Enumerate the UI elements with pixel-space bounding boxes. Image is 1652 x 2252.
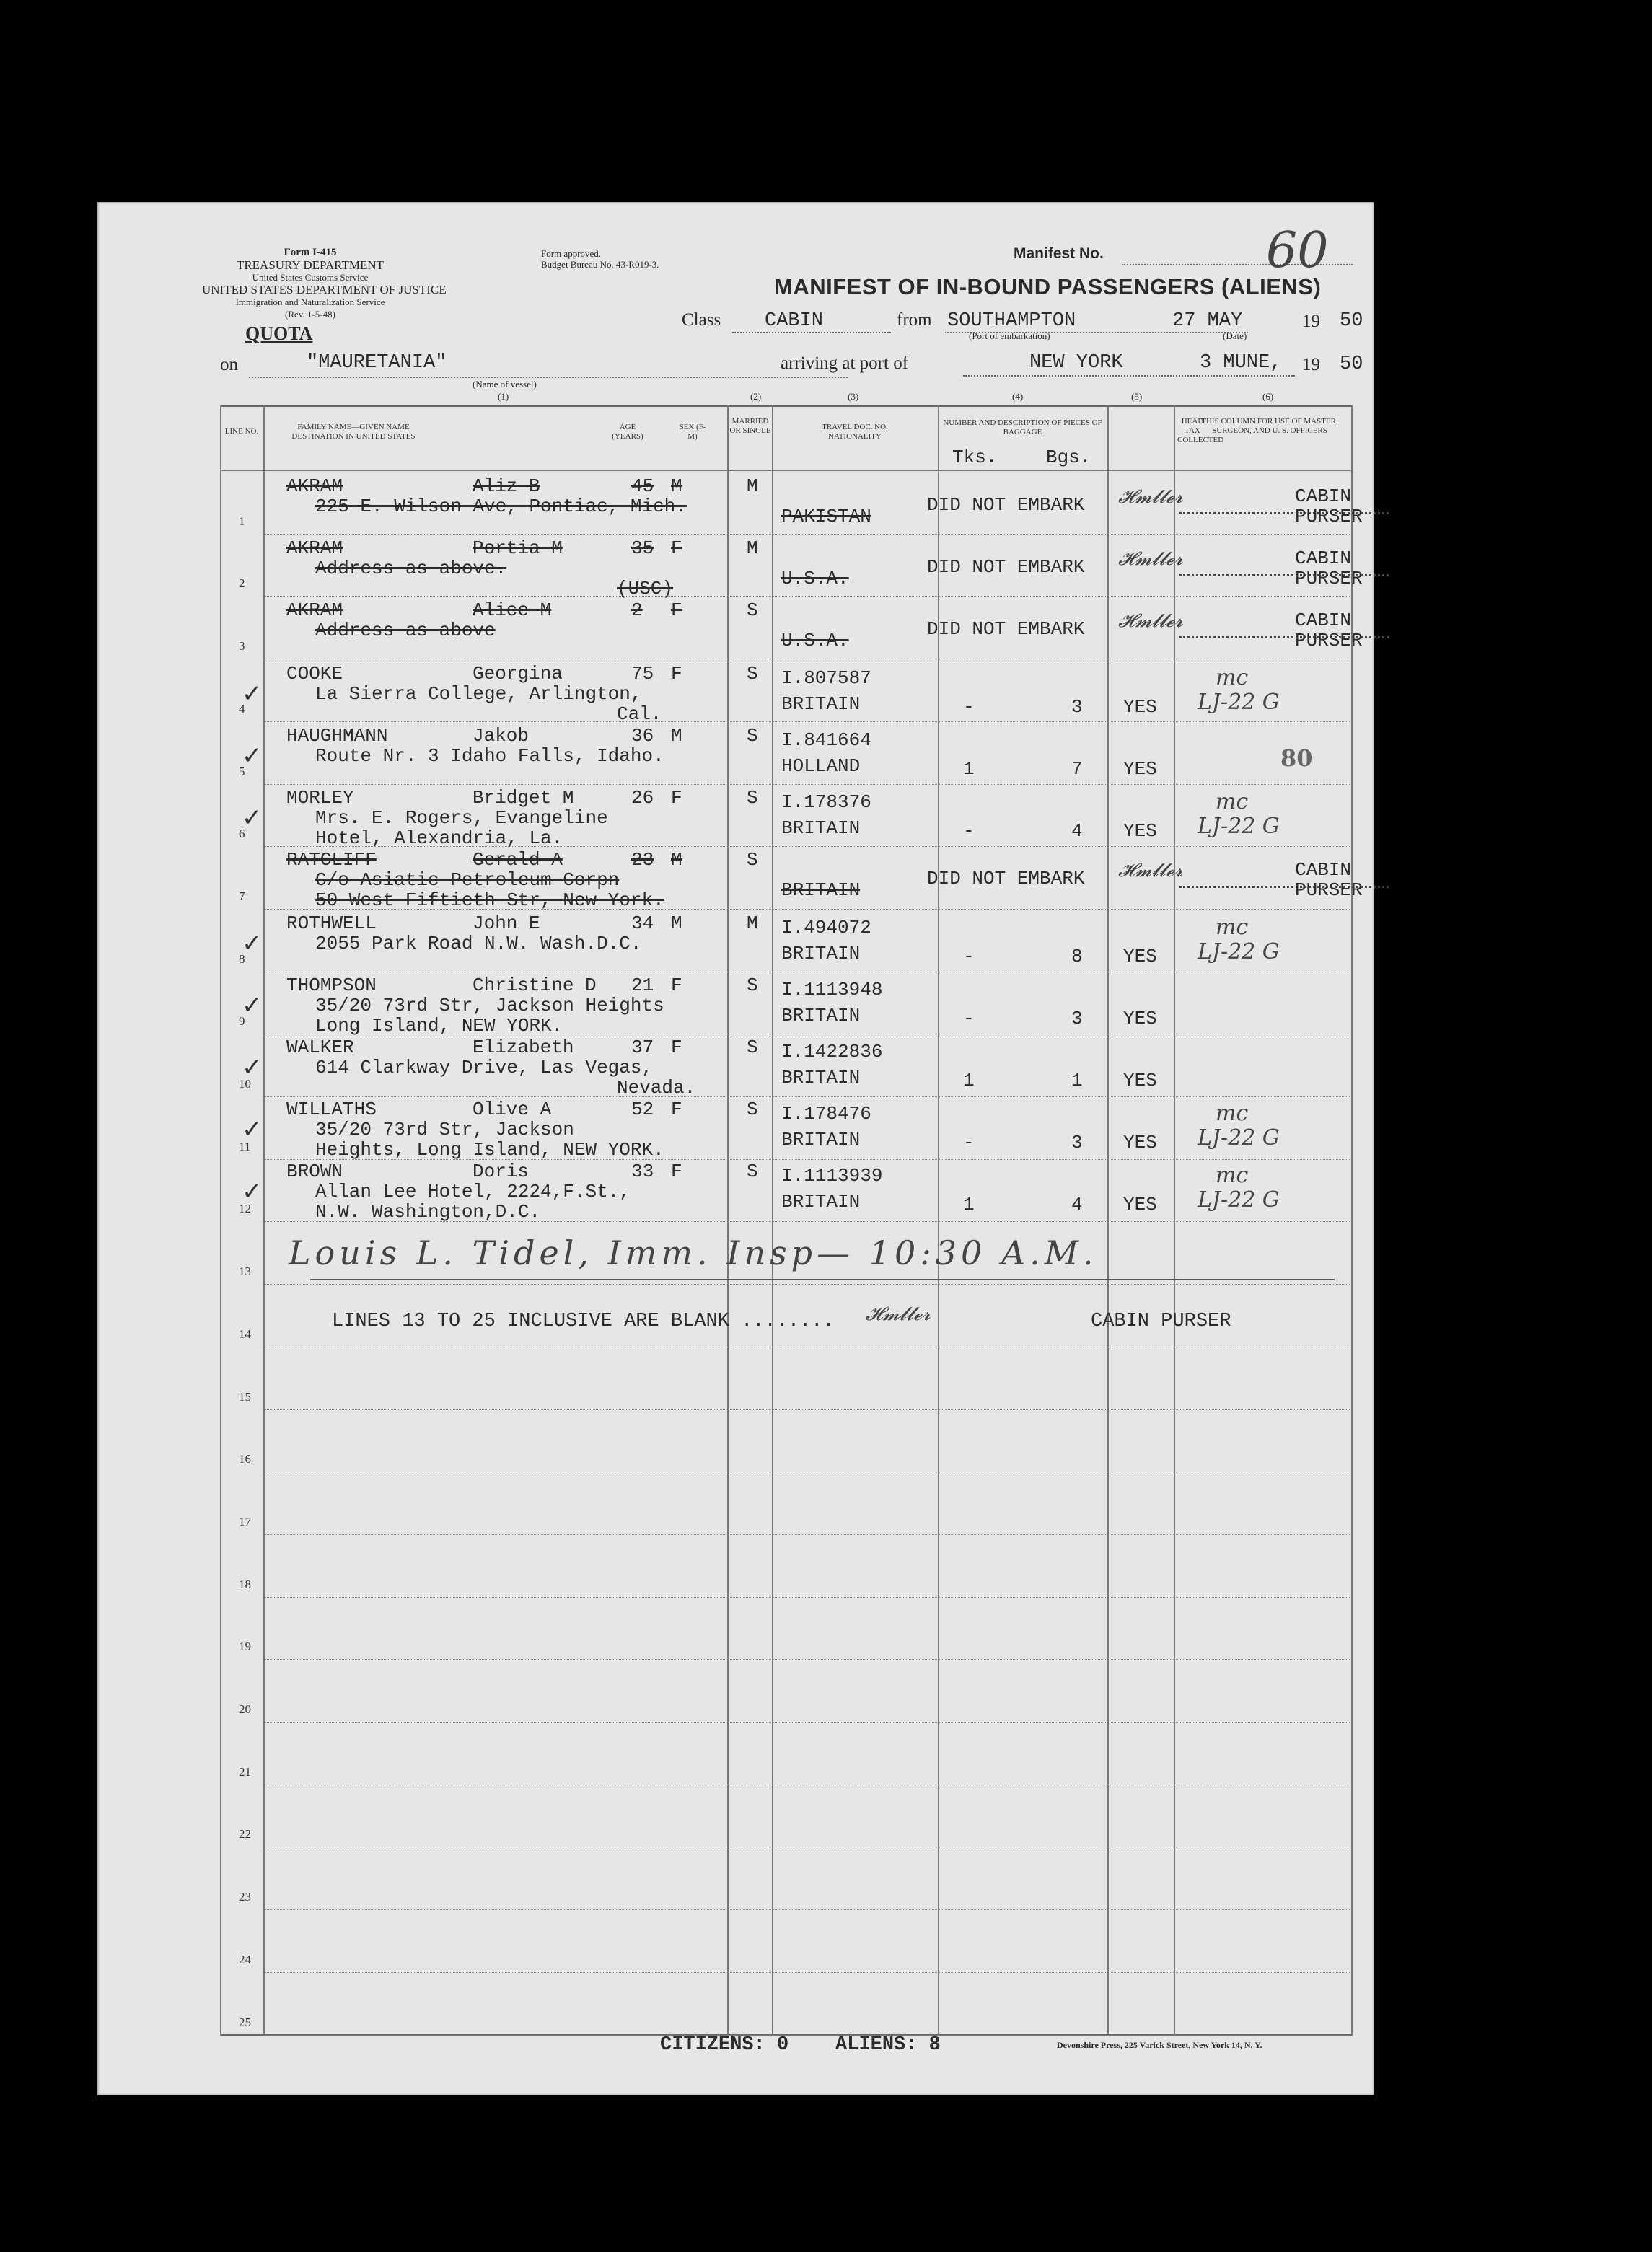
line-number: 13 bbox=[239, 1264, 251, 1279]
line-number: 10 bbox=[239, 1077, 251, 1091]
line-number: 23 bbox=[239, 1890, 251, 1904]
passenger-age: 2 bbox=[631, 599, 643, 621]
nationality: HOLLAND bbox=[781, 755, 861, 777]
officer-remark: mc bbox=[1216, 1101, 1249, 1126]
passenger-address-1: 225 E. Wilson Ave, Pontiac, Mich. bbox=[315, 496, 687, 517]
head-tax-collected: YES bbox=[1123, 758, 1157, 780]
nationality: BRITAIN bbox=[781, 1129, 861, 1151]
baggage-bags: 3 bbox=[1071, 1132, 1083, 1153]
passenger-address-2: Nevada. bbox=[617, 1077, 696, 1099]
line-number: 9 bbox=[239, 1014, 245, 1029]
blank-lines-text: LINES 13 TO 25 INCLUSIVE ARE BLANK bbox=[332, 1311, 729, 1332]
passenger-address-1: 2055 Park Road N.W. Wash.D.C. bbox=[315, 933, 642, 954]
col-head-baggage: NUMBER AND DESCRIPTION OF PIECES OF BAGGAGE bbox=[943, 418, 1102, 436]
checkmark-icon: ✓ bbox=[242, 804, 263, 832]
nationality: U.S.A. bbox=[781, 630, 849, 651]
officer-remark-code: LJ-22 G bbox=[1198, 690, 1280, 715]
passenger-given-name: Gerald A bbox=[473, 849, 563, 871]
officer-remark-code: LJ-22 G bbox=[1198, 939, 1280, 964]
passenger-address-1: 35/20 73rd Str, Jackson bbox=[315, 1119, 574, 1140]
row-guide-line bbox=[265, 1534, 1350, 1535]
baggage-bags: 1 bbox=[1071, 1070, 1083, 1091]
passenger-given-name: John E bbox=[473, 912, 540, 934]
col-head-head-tax: HEAD TAX COLLECTED bbox=[1177, 417, 1224, 444]
port-embark-sub: (Port of embarkation) bbox=[969, 330, 1050, 341]
passenger-address-2: N.W. Washington,D.C. bbox=[315, 1201, 541, 1223]
checkmark-icon: ✓ bbox=[242, 679, 263, 708]
nationality: PAKISTAN bbox=[781, 506, 871, 527]
passenger-given-name: Christine D bbox=[473, 975, 597, 996]
baggage-bags: 4 bbox=[1071, 820, 1083, 842]
officer-remark-code: LJ-22 G bbox=[1198, 1187, 1280, 1213]
citizens-count: 0 bbox=[777, 2034, 789, 2056]
col-head-married: MARRIED OR SINGLE bbox=[729, 417, 771, 435]
printer-imprint: Devonshire Press, 225 Varick Street, New York 14, N. Y. bbox=[1057, 2040, 1262, 2050]
manifest-number: 60 bbox=[1266, 222, 1329, 279]
aliens-label: ALIENS: bbox=[835, 2034, 918, 2056]
baggage-trunks: - bbox=[963, 696, 975, 718]
head-tax-collected: YES bbox=[1123, 1132, 1157, 1153]
line-number: 17 bbox=[239, 1514, 251, 1529]
row-guide-line bbox=[265, 1659, 1350, 1660]
class-label: Class bbox=[682, 310, 721, 330]
not-embarked-status: DID NOT EMBARK bbox=[927, 494, 1085, 516]
blank-lines-dots: ........ bbox=[741, 1311, 835, 1332]
tks-label: Tks. bbox=[952, 447, 998, 468]
baggage-trunks: - bbox=[963, 820, 975, 842]
col-head-sex: SEX (F-M) bbox=[679, 423, 706, 441]
checkmark-icon: ✓ bbox=[242, 929, 263, 958]
passenger-given-name: Georgina bbox=[473, 663, 563, 685]
officer-remark-code: LJ-22 G bbox=[1198, 1125, 1280, 1151]
passenger-family-name: RATCLIFF bbox=[286, 849, 377, 871]
passenger-given-name: Portia M bbox=[473, 537, 563, 559]
passenger-family-name: WILLATHS bbox=[286, 1099, 377, 1120]
col-num-4: (4) bbox=[1012, 391, 1024, 402]
baggage-trunks: - bbox=[963, 1008, 975, 1029]
manifest-page bbox=[97, 202, 1374, 2095]
passenger-age: 26 bbox=[631, 787, 654, 809]
baggage-bags: 8 bbox=[1071, 946, 1083, 967]
passenger-age: 36 bbox=[631, 725, 654, 747]
checkmark-icon: ✓ bbox=[242, 1053, 263, 1082]
passenger-given-name: Doris bbox=[473, 1161, 530, 1182]
row-guide-line bbox=[265, 1096, 1350, 1097]
purser-signature: 𝓗𝓶𝓵𝓵𝓮𝓻 bbox=[1118, 486, 1183, 508]
travel-doc-number: I.807587 bbox=[781, 667, 871, 689]
line-number: 21 bbox=[239, 1764, 251, 1779]
purser-remark: CABIN PURSER bbox=[1295, 859, 1363, 901]
officer-remark-code: LJ-22 G bbox=[1198, 814, 1280, 839]
quota-label: QUOTA bbox=[245, 323, 313, 344]
baggage-trunks: - bbox=[963, 946, 975, 967]
purser-signature: 𝓗𝓶𝓵𝓵𝓮𝓻 bbox=[1118, 860, 1183, 881]
passenger-address-2: 50 West Fiftieth Str, New York. bbox=[315, 889, 664, 911]
passenger-sex: F bbox=[671, 537, 682, 559]
from-label: from bbox=[897, 310, 932, 330]
head-tax-collected: YES bbox=[1123, 1194, 1157, 1215]
passenger-family-name: BROWN bbox=[286, 1161, 343, 1182]
manifest-no-label: Manifest No. bbox=[1014, 245, 1104, 262]
head-tax-collected: YES bbox=[1123, 1008, 1157, 1029]
aliens-count: 8 bbox=[928, 2034, 941, 2056]
from-value: SOUTHAMPTON bbox=[947, 310, 1076, 332]
totals bbox=[660, 2034, 941, 2056]
class-value: CABIN bbox=[765, 310, 824, 332]
row-guide-line bbox=[265, 1722, 1350, 1723]
ins-service: Immigration and Naturalization Service bbox=[235, 296, 385, 307]
arriving-label: arriving at port of bbox=[781, 353, 909, 373]
travel-doc-number: I.494072 bbox=[781, 917, 871, 938]
passenger-age: 45 bbox=[631, 475, 654, 497]
col-head-officers: THIS COLUMN FOR USE OF MASTER, SURGEON, AND U. S. OFFICERS bbox=[1201, 417, 1338, 435]
passenger-sex: F bbox=[671, 975, 682, 996]
passenger-marital-status: S bbox=[747, 1037, 758, 1058]
bgs-label: Bgs. bbox=[1046, 447, 1091, 468]
row-guide-line bbox=[265, 1409, 1350, 1410]
passenger-address-1: Mrs. E. Rogers, Evangeline bbox=[315, 807, 608, 829]
travel-doc-number: I.841664 bbox=[781, 729, 871, 751]
baggage-bags: 7 bbox=[1071, 758, 1083, 780]
passenger-family-name: THOMPSON bbox=[286, 975, 377, 996]
travel-doc-number: I.178476 bbox=[781, 1103, 871, 1125]
passenger-marital-status: M bbox=[747, 912, 758, 934]
table-header-border bbox=[220, 470, 1351, 471]
passenger-marital-status: S bbox=[747, 975, 758, 996]
revision: (Rev. 1-5-48) bbox=[285, 309, 335, 320]
blank-lines-remark: CABIN PURSER bbox=[1091, 1311, 1231, 1332]
form-approval bbox=[541, 248, 659, 270]
not-embarked-status: DID NOT EMBARK bbox=[927, 618, 1085, 640]
purser-signature: 𝓗𝓶𝓵𝓵𝓮𝓻 bbox=[1118, 548, 1183, 570]
table-top-border bbox=[220, 405, 1351, 407]
purser-remark: CABIN PURSER bbox=[1295, 610, 1363, 651]
year-1: 50 bbox=[1340, 310, 1363, 332]
passenger-family-name: COOKE bbox=[286, 663, 343, 685]
line-number: 19 bbox=[239, 1640, 251, 1654]
passenger-family-name: HAUGHMANN bbox=[286, 725, 388, 747]
passenger-marital-status: S bbox=[747, 1099, 758, 1120]
travel-doc-number: I.1113948 bbox=[781, 979, 883, 1000]
line-number: 16 bbox=[239, 1452, 251, 1466]
col-head-line-no: LINE NO. bbox=[224, 427, 259, 436]
row-guide-line bbox=[265, 1284, 1350, 1285]
officer-remark: 80 bbox=[1280, 744, 1313, 772]
line-number: 11 bbox=[239, 1139, 251, 1153]
line-number: 25 bbox=[239, 2015, 251, 2029]
purser-signature: 𝓗𝓶𝓵𝓵𝓮𝓻 bbox=[866, 1303, 931, 1325]
line-number: 18 bbox=[239, 1577, 251, 1591]
row-guide-line bbox=[265, 534, 1350, 535]
vessel-sub: (Name of vessel) bbox=[473, 379, 537, 390]
passenger-address-2: Cal. bbox=[617, 703, 662, 725]
form-number: Form I-415 bbox=[284, 247, 337, 258]
passenger-family-name: AKRAM bbox=[286, 475, 343, 497]
checkmark-icon: ✓ bbox=[242, 1177, 263, 1206]
baggage-trunks: 1 bbox=[963, 1070, 975, 1091]
passenger-address-1: Allan Lee Hotel, 2224,F.St., bbox=[315, 1181, 631, 1202]
line-number: 15 bbox=[239, 1389, 251, 1404]
purser-remark: CABIN PURSER bbox=[1295, 485, 1363, 527]
signature-underline bbox=[310, 1279, 1335, 1280]
officer-remark: mc bbox=[1216, 1163, 1249, 1188]
passenger-age: 34 bbox=[631, 912, 654, 934]
officer-remark: mc bbox=[1216, 665, 1249, 690]
baggage-trunks: 1 bbox=[963, 758, 975, 780]
line-number: 3 bbox=[239, 639, 245, 654]
head-tax-collected: YES bbox=[1123, 1070, 1157, 1091]
passenger-marital-status: S bbox=[747, 1161, 758, 1182]
passenger-given-name: Alice M bbox=[473, 599, 552, 621]
embark-date: 27 MAY bbox=[1172, 310, 1243, 332]
head-tax-collected: YES bbox=[1123, 696, 1157, 718]
passenger-sex: F bbox=[671, 1099, 682, 1120]
officer-remark: mc bbox=[1216, 915, 1249, 940]
passenger-address-2: (USC) bbox=[617, 578, 674, 599]
row-guide-line bbox=[265, 784, 1350, 785]
line-number: 5 bbox=[239, 764, 245, 778]
passenger-address-1: La Sierra College, Arlington, bbox=[315, 683, 642, 705]
citizens-label: CITIZENS: bbox=[660, 2034, 765, 2056]
passenger-sex: F bbox=[671, 1037, 682, 1058]
row-guide-line bbox=[265, 1597, 1350, 1598]
passenger-age: 33 bbox=[631, 1161, 654, 1182]
col-num-5: (5) bbox=[1131, 391, 1143, 402]
col-num-2: (2) bbox=[750, 391, 762, 402]
passenger-given-name: Olive A bbox=[473, 1099, 552, 1120]
passenger-sex: M bbox=[671, 849, 682, 871]
travel-doc-number: I.1113939 bbox=[781, 1165, 883, 1187]
line-number: 7 bbox=[239, 889, 245, 903]
treasury-dept: TREASURY DEPARTMENT bbox=[236, 258, 385, 272]
inspector-signature: Louis L. Tidel, Imm. Insp— 10:30 A.M. bbox=[289, 1233, 1098, 1272]
passenger-sex: M bbox=[671, 475, 682, 497]
line-number: 22 bbox=[239, 1827, 251, 1842]
passenger-given-name: Aliz B bbox=[473, 475, 540, 497]
passenger-marital-status: M bbox=[747, 537, 758, 559]
year-prefix-1: 19 bbox=[1302, 312, 1320, 331]
not-embarked-status: DID NOT EMBARK bbox=[927, 868, 1085, 889]
col-head-age: AGE (YEARS) bbox=[612, 423, 643, 441]
arriving-date: 3 MUNE, bbox=[1200, 352, 1282, 374]
line-number: 1 bbox=[239, 514, 245, 528]
passenger-address-1: 614 Clarkway Drive, Las Vegas, bbox=[315, 1057, 654, 1078]
line-number: 2 bbox=[239, 576, 245, 591]
passenger-address-2: Long Island, NEW YORK. bbox=[315, 1015, 563, 1037]
passenger-given-name: Bridget M bbox=[473, 787, 574, 809]
nationality: BRITAIN bbox=[781, 1191, 861, 1213]
row-guide-line bbox=[265, 1972, 1350, 1973]
purser-signature: 𝓗𝓶𝓵𝓵𝓮𝓻 bbox=[1118, 610, 1183, 632]
not-embarked-status: DID NOT EMBARK bbox=[927, 556, 1085, 578]
nationality: BRITAIN bbox=[781, 943, 861, 964]
on-label: on bbox=[220, 355, 238, 374]
line-number: 12 bbox=[239, 1202, 251, 1216]
nationality: BRITAIN bbox=[781, 693, 861, 715]
row-guide-line bbox=[265, 721, 1350, 722]
customs-service: United States Customs Service bbox=[252, 272, 369, 283]
year-prefix-2: 19 bbox=[1302, 355, 1320, 374]
col-num-6: (6) bbox=[1262, 391, 1274, 402]
row-guide-line bbox=[265, 596, 1350, 597]
passenger-sex: M bbox=[671, 725, 682, 747]
checkmark-icon: ✓ bbox=[242, 1115, 263, 1144]
passenger-sex: F bbox=[671, 787, 682, 809]
passenger-family-name: AKRAM bbox=[286, 599, 343, 621]
passenger-address-2: Hotel, Alexandria, La. bbox=[315, 827, 563, 849]
line-number: 14 bbox=[239, 1327, 251, 1341]
passenger-address-1: 35/20 73rd Str, Jackson Heights bbox=[315, 995, 664, 1016]
line-number: 24 bbox=[239, 1952, 251, 1966]
line-number: 8 bbox=[239, 951, 245, 966]
passenger-marital-status: M bbox=[747, 475, 758, 497]
head-tax-collected: YES bbox=[1123, 946, 1157, 967]
col-num-1: (1) bbox=[498, 391, 509, 402]
passenger-address-2: Heights, Long Island, NEW YORK. bbox=[315, 1139, 664, 1161]
passenger-given-name: Elizabeth bbox=[473, 1037, 574, 1058]
passenger-sex: F bbox=[671, 663, 682, 685]
col-head-name: FAMILY NAME—GIVEN NAME DESTINATION IN UNITED STATES bbox=[291, 423, 416, 441]
col-head-travel-doc: TRAVEL DOC. NO. NATIONALITY bbox=[822, 423, 888, 441]
passenger-age: 52 bbox=[631, 1099, 654, 1120]
nationality: U.S.A. bbox=[781, 568, 849, 589]
passenger-marital-status: S bbox=[747, 599, 758, 621]
row-guide-line bbox=[265, 1909, 1350, 1910]
year-2: 50 bbox=[1340, 353, 1363, 375]
officer-remark: mc bbox=[1216, 789, 1249, 814]
baggage-bags: 4 bbox=[1071, 1194, 1083, 1215]
passenger-family-name: ROTHWELL bbox=[286, 912, 377, 934]
passenger-age: 75 bbox=[631, 663, 654, 685]
blank-lines-note bbox=[332, 1311, 835, 1332]
manifest-title: MANIFEST OF IN-BOUND PASSENGERS (ALIENS) bbox=[774, 274, 1322, 299]
passenger-marital-status: S bbox=[747, 663, 758, 685]
line-number: 4 bbox=[239, 701, 245, 716]
nationality: BRITAIN bbox=[781, 1067, 861, 1088]
baggage-trunks: - bbox=[963, 1132, 975, 1153]
passenger-marital-status: S bbox=[747, 787, 758, 809]
budget-bureau: Budget Bureau No. 43-R019-3. bbox=[541, 259, 659, 270]
passenger-family-name: AKRAM bbox=[286, 537, 343, 559]
line-number: 20 bbox=[239, 1702, 251, 1716]
justice-dept: UNITED STATES DEPARTMENT OF JUSTICE bbox=[202, 283, 447, 296]
purser-remark: CABIN PURSER bbox=[1295, 547, 1363, 589]
line-number: 6 bbox=[239, 827, 245, 841]
form-header-left bbox=[202, 247, 447, 320]
nationality: BRITAIN bbox=[781, 817, 861, 839]
passenger-address-1: C/o Asiatic Petroleum Corpn bbox=[315, 869, 620, 891]
passenger-marital-status: S bbox=[747, 849, 758, 871]
passenger-age: 37 bbox=[631, 1037, 654, 1058]
passenger-marital-status: S bbox=[747, 725, 758, 747]
nationality: BRITAIN bbox=[781, 879, 861, 901]
baggage-trunks: 1 bbox=[963, 1194, 975, 1215]
col-num-3: (3) bbox=[848, 391, 859, 402]
passenger-address-1: Address as above. bbox=[315, 558, 507, 579]
passenger-address-1: Address as above bbox=[315, 620, 496, 641]
arriving-port: NEW YORK bbox=[1029, 352, 1123, 374]
travel-doc-number: I.178376 bbox=[781, 791, 871, 813]
passenger-sex: M bbox=[671, 912, 682, 934]
passenger-sex: F bbox=[671, 1161, 682, 1182]
passenger-family-name: WALKER bbox=[286, 1037, 354, 1058]
checkmark-icon: ✓ bbox=[242, 991, 263, 1020]
vessel-name: "MAURETANIA" bbox=[307, 352, 447, 374]
baggage-bags: 3 bbox=[1071, 696, 1083, 718]
baggage-bags: 3 bbox=[1071, 1008, 1083, 1029]
passenger-sex: F bbox=[671, 599, 682, 621]
passenger-family-name: MORLEY bbox=[286, 787, 354, 809]
head-tax-collected: YES bbox=[1123, 820, 1157, 842]
passenger-age: 35 bbox=[631, 537, 654, 559]
passenger-address-1: Route Nr. 3 Idaho Falls, Idaho. bbox=[315, 745, 664, 767]
passenger-age: 23 bbox=[631, 849, 654, 871]
form-approved: Form approved. bbox=[541, 248, 602, 259]
date-sub: (Date) bbox=[1223, 330, 1247, 341]
nationality: BRITAIN bbox=[781, 1005, 861, 1026]
passenger-age: 21 bbox=[631, 975, 654, 996]
passenger-given-name: Jakob bbox=[473, 725, 530, 747]
travel-doc-number: I.1422836 bbox=[781, 1041, 883, 1063]
checkmark-icon: ✓ bbox=[242, 742, 263, 770]
